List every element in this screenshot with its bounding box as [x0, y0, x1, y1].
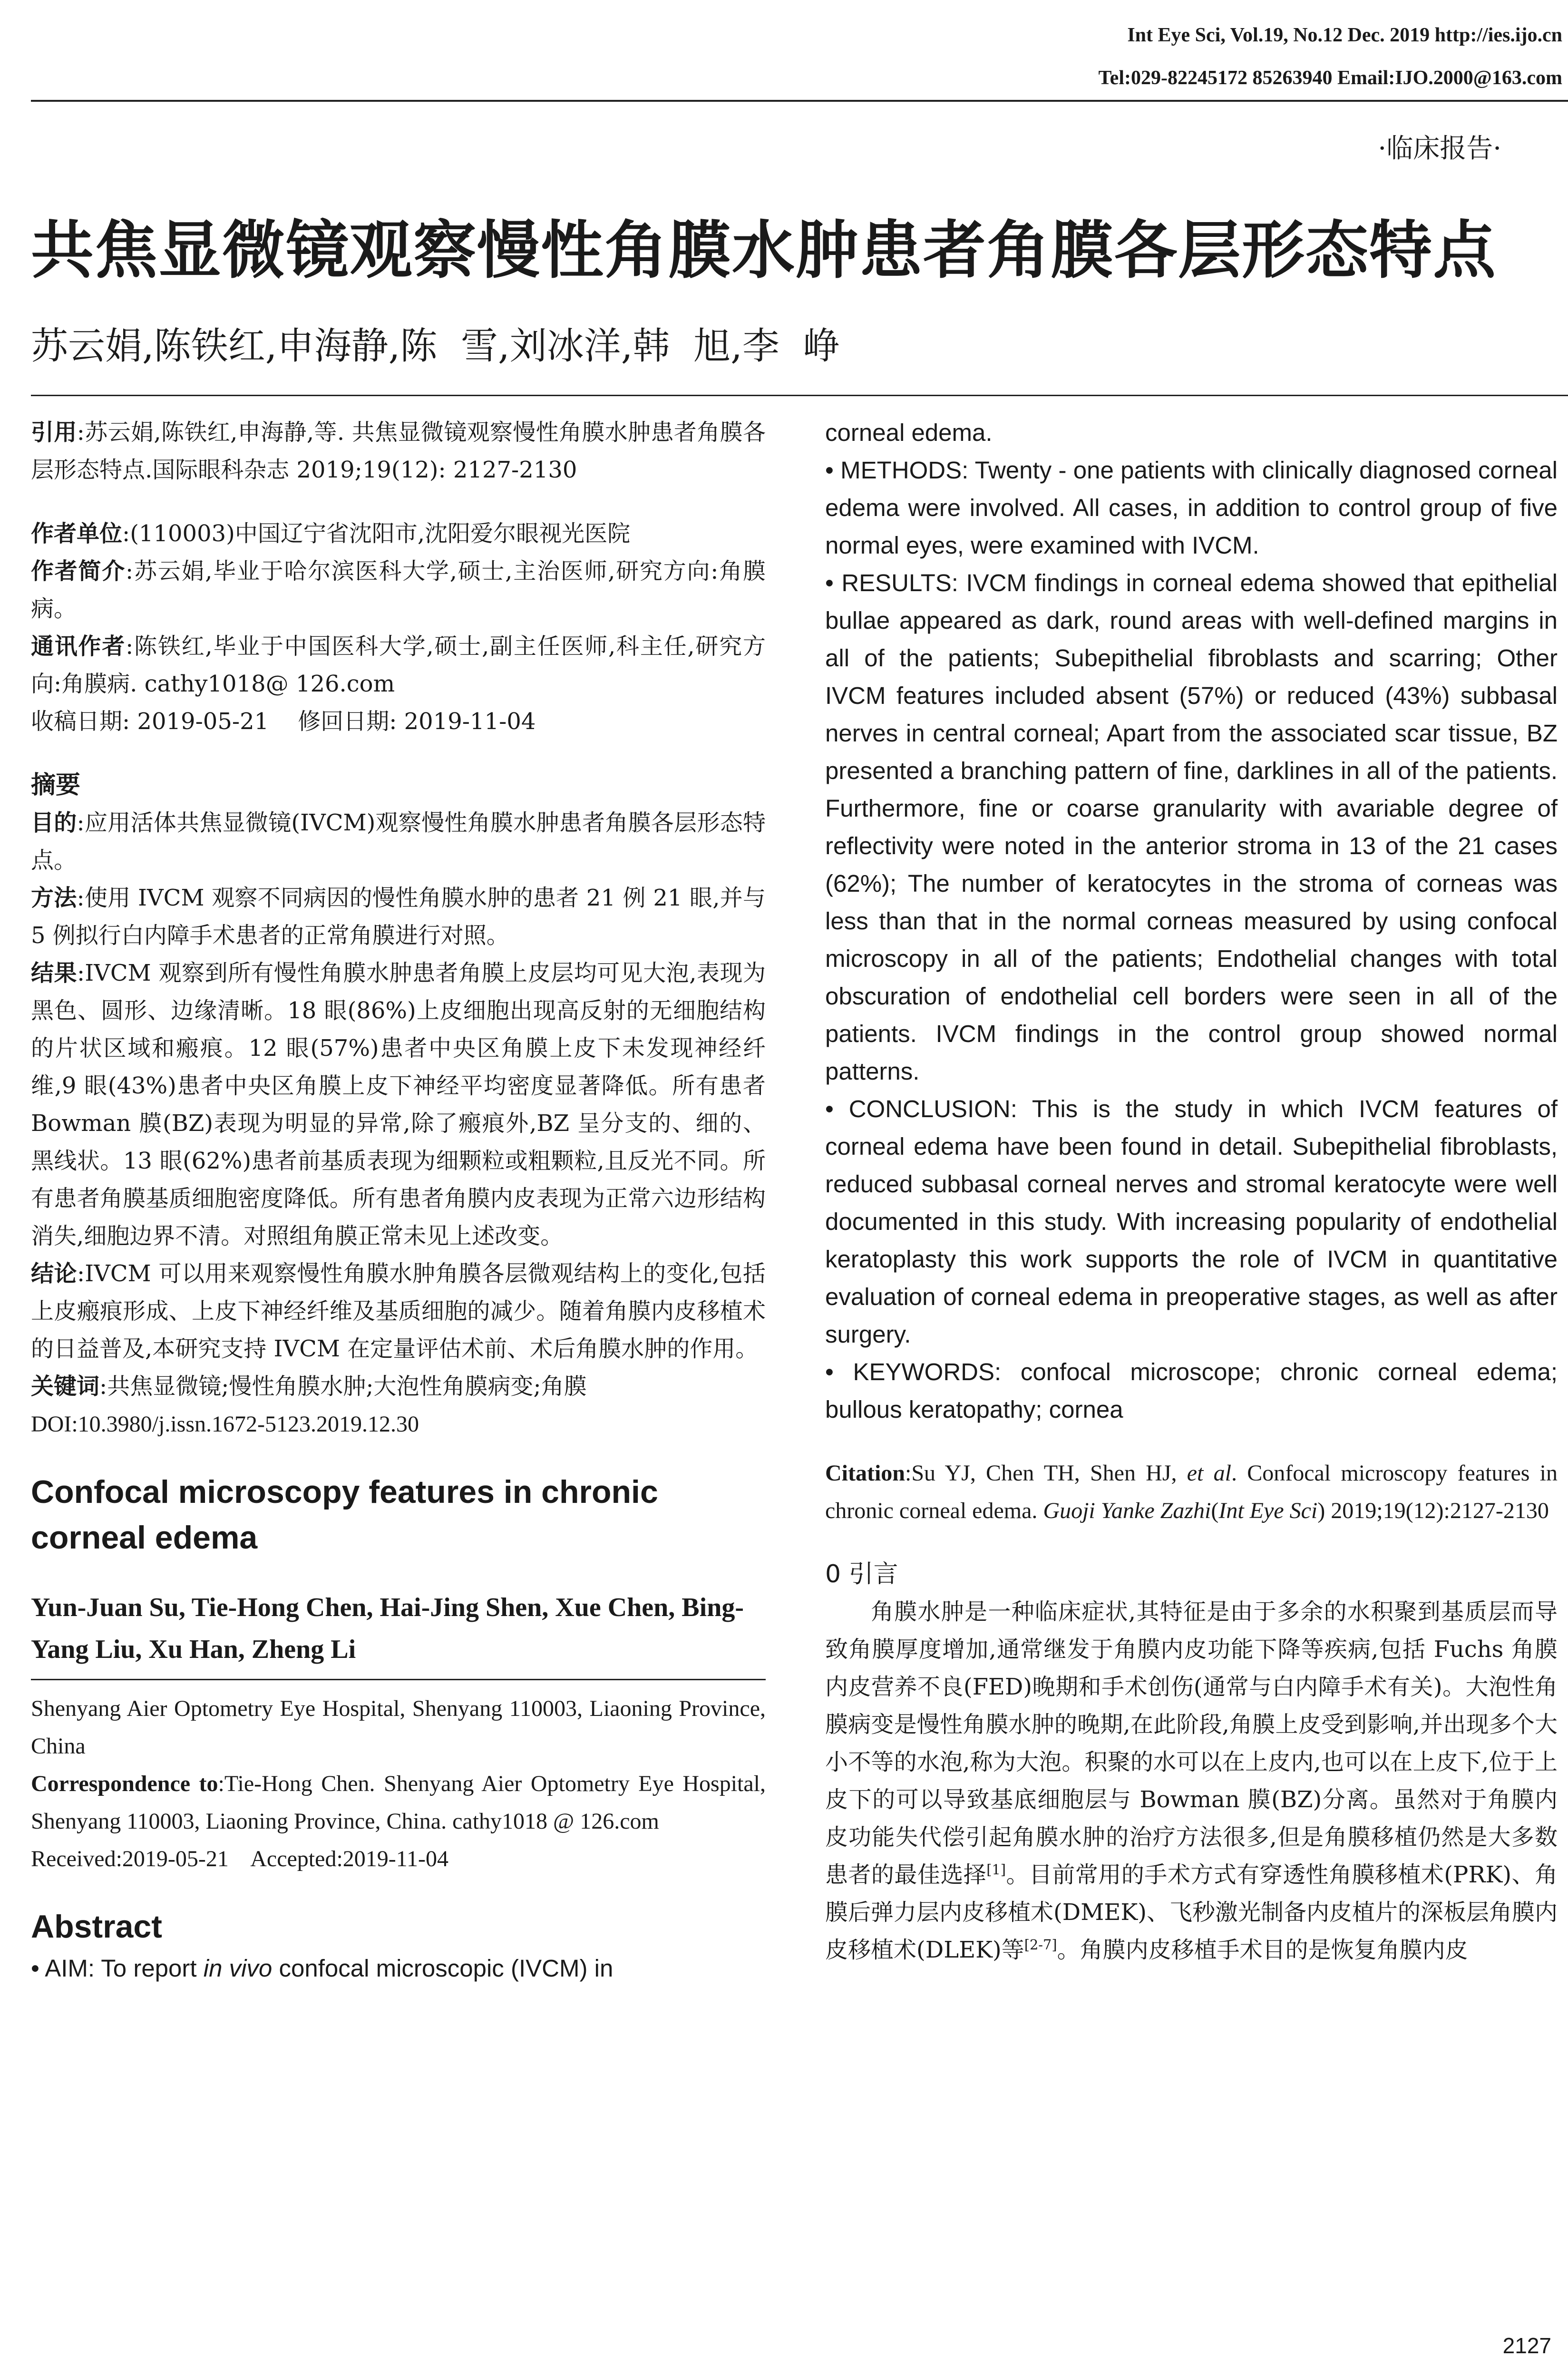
title-rule — [31, 395, 1568, 396]
journal-contact-line: Tel:029-82245172 85263940 Email:IJO.2000@163.com — [1098, 67, 1562, 89]
corresponding-author-cn: 通讯作者:陈铁红,毕业于中国医科大学,硕士,副主任医师,科主任,研究方向:角膜病. cathy1018@ 126.com — [31, 633, 766, 697]
aim-en-continued: corneal edema. — [825, 419, 993, 446]
conclusion-cn: 结论:IVCM 可以用来观察慢性角膜水肿角膜各层微观结构上的变化,包括上皮瘢痕形成、上皮下神经纤维及基质细胞的减少。随着角膜内皮移植术的日益普及,本研究支持 IVCM 在定量评估术前、术后角膜水肿的作用。 — [31, 1260, 766, 1362]
reference-2-7[interactable]: [2-7] — [1024, 1937, 1057, 1953]
section-tag: ·临床报告· — [1378, 133, 1501, 164]
right-column — [825, 414, 1558, 1969]
citation-cn: 引用:苏云娟,陈铁红,申海静,等. 共焦显微镜观察慢性角膜水肿患者角膜各层形态特点.国际眼科杂志 2019;19(12): 2127-2130 — [31, 419, 766, 483]
article-title: 共焦显微镜观察慢性角膜水肿患者角膜各层形态特点 — [31, 214, 1497, 287]
keywords-en: • KEYWORDS: confocal microscope; chronic corneal edema; bullous keratopathy; cornea — [825, 1358, 1558, 1423]
conclusion-en: • CONCLUSION: This is the study in which IVCM features of corneal edema have been found in detail. Subepithelial fibroblasts, reduced subbasal corneal nerves and stromal keratocyte were well documented in this study. With increasing popularity of endothelial keratoplasty this work supports the role of IVCM in quantitative evaluation of corneal edema in preoperative stages, as well as after surgery. — [825, 1095, 1558, 1348]
header-rule — [31, 100, 1568, 102]
results-cn: 结果:IVCM 观察到所有慢性角膜水肿患者角膜上皮层均可见大泡,表现为黑色、圆形、边缘清晰。18 眼(86%)上皮细胞出现高反射的无细胞结构的片状区域和瘢痕。12 眼(57%)患者中央区角膜上皮下未发现神经纤维,9 眼(43%)患者中央区角膜上皮下神经平均密度显著降低。所有患者 Bowman 膜(BZ)表现为明显的异常,除了瘢痕外,BZ 呈分支的、细的、黑线状。13 眼(62%)患者前基质表现为细颗粒或粗颗粒,且反光不同。所有患者角膜基质细胞密度降低。所有患者角膜内皮表现为正常六边形结构消失,细胞边界不清。对照组角膜正常未见上述改变。 — [31, 960, 766, 1249]
english-correspondence: Correspondence to:Tie-Hong Chen. Shenyang Aier Optometry Eye Hospital, Shenyang 110003, Liaoning Province, China. cathy1018 @ 126.com — [31, 1771, 766, 1834]
doi[interactable]: DOI:10.3980/j.issn.1672-5123.2019.12.30 — [31, 1412, 419, 1437]
citation-en: Citation:Su YJ, Chen TH, Shen HJ, et al. Confocal microscopy features in chronic corneal edema. Guoji Yanke Zazhi(Int Eye Sci) 2019;19(12):2127-2130 — [825, 1461, 1558, 1523]
journal-info-line: Int Eye Sci, Vol.19, No.12 Dec. 2019 http://ies.ijo.cn — [1127, 24, 1562, 46]
english-title: Confocal microscopy features in chronic corneal edema — [31, 1474, 658, 1556]
citation-cn-label: 引用 — [31, 419, 77, 446]
english-authors: Yun-Juan Su, Tie-Hong Chen, Hai-Jing Shen, Xue Chen, Bing-Yang Liu, Xu Han, Zheng Li — [31, 1593, 744, 1664]
dates-cn: 收稿日期: 2019-05-21 修回日期: 2019-11-04 — [31, 708, 536, 735]
english-dates: Received:2019-05-21 Accepted:2019-11-04 — [31, 1846, 448, 1871]
methods-cn: 方法:使用 IVCM 观察不同病因的慢性角膜水肿的患者 21 例 21 眼,并与 5 例拟行白内障手术患者的正常角膜进行对照。 — [31, 885, 766, 949]
introduction-heading: 0 引言 — [825, 1560, 898, 1588]
page-number: 2127 — [1502, 2333, 1551, 2358]
keywords-cn: 关键词:共焦显微镜;慢性角膜水肿;大泡性角膜病变;角膜 — [31, 1373, 587, 1400]
author-bio-cn: 作者简介:苏云娟,毕业于哈尔滨医科大学,硕士,主治医师,研究方向:角膜病。 — [31, 558, 766, 622]
results-en: • RESULTS: IVCM findings in corneal edema showed that epithelial bullae appeared as dark, round areas with well-defined margins in all of the patients; Subepithelial fibroblasts and scarring; Other IVCM features included absent (57%) or reduced (43%) subbasal nerves in central corneal; Apart from the associated scar tissue, BZ presented a branching pattern of fine, darklines in all of the patients. Furthermore, fine or coarse granularity with avariable degree of reflectivity were noted in the anterior stroma in 13 of the 21 cases (62%); The number of keratocytes in the stroma of corneas was less than that in the normal corneas measured by using confocal microscopy in all of the patients; Endothelial changes with total obscuration of endothelial cell borders were seen in all of the patients. IVCM findings in the control group showed normal patterns. — [825, 569, 1558, 1085]
introduction-text: 角膜水肿是一种临床症状,其特征是由于多余的水积聚到基质层而导致角膜厚度增加,通常继发于角膜内皮功能下降等疾病,包括 Fuchs 角膜内皮营养不良(FED)晚期和手术创伤(通常与白内障手术有关)。大泡性角膜病变是慢性角膜水肿的晚期,在此阶段,角膜上皮受到影响,并出现多个大小不等的水泡,称为大泡。积聚的水可以在上皮内,也可以在上皮下,位于上皮下的可以导致基底细胞层与 Bowman 膜(BZ)分离。虽然对于角膜内皮功能失代偿引起角膜水肿的治疗方法很多,但是角膜移植仍然是大多数患者的最佳选择[1]。目前常用的手术方式有穿透性角膜移植术(PRK)、角膜后弹力层内皮移植术(DMEK)、飞秒激光制备内皮植片的深板层角膜内皮移植术(DLEK)等[2-7]。角膜内皮移植手术目的是恢复角膜内皮 — [825, 1598, 1558, 1963]
aim-en: • AIM: To report in vivo confocal microscopic (IVCM) in — [31, 1955, 614, 1982]
affiliation-cn: 作者单位:(110003)中国辽宁省沈阳市,沈阳爱尔眼视光医院 — [31, 520, 631, 547]
abstract-en-heading: Abstract — [31, 1909, 162, 1945]
english-affiliation: Shenyang Aier Optometry Eye Hospital, Shenyang 110003, Liaoning Province, China — [31, 1696, 766, 1759]
abstract-cn-heading: 摘要 — [31, 771, 81, 799]
reference-1[interactable]: [1] — [986, 1861, 1006, 1878]
english-authors-rule — [31, 1679, 766, 1680]
left-column — [31, 414, 766, 1987]
objective-cn: 目的:应用活体共焦显微镜(IVCM)观察慢性角膜水肿患者角膜各层形态特点。 — [31, 809, 766, 874]
methods-en: • METHODS: Twenty - one patients with clinically diagnosed corneal edema were involved. All cases, in addition to control group of five normal eyes, were examined with IVCM. — [825, 457, 1558, 559]
article-authors: 苏云娟,陈铁红,申海静,陈 雪,刘冰洋,韩 旭,李 峥 — [31, 325, 840, 368]
